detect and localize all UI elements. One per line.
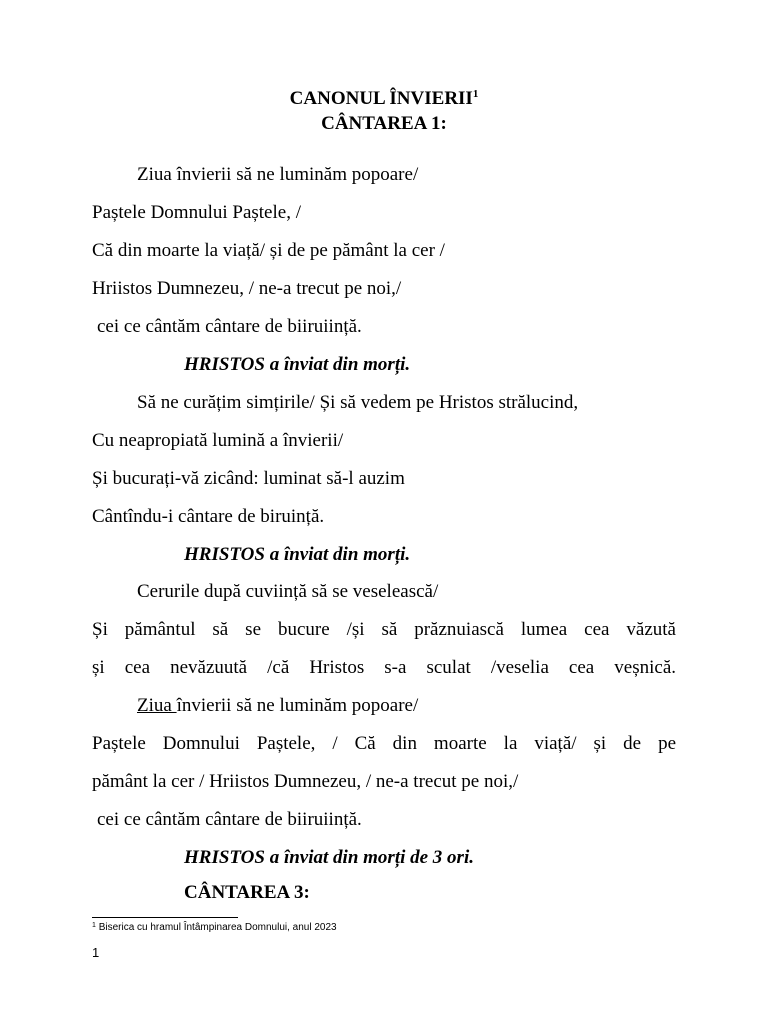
verse-line: și cea nevăzuută /că Hristos s-a sculat /veselia cea veșnică.: [92, 657, 676, 678]
verse-line: Să ne curățim simțirile/ Și să vedem pe Hristos strălucind,: [137, 392, 579, 413]
verse-line: Și pământul să se bucure /și să prăznuiască lumea cea văzută: [92, 619, 676, 640]
verse-line: cei ce cântăm cântare de biiruiință.: [97, 316, 362, 337]
underlined-word: Ziua: [137, 695, 177, 716]
page-number: 1: [92, 945, 100, 960]
footnote-reference[interactable]: 1: [472, 88, 479, 100]
verse-line: Paștele Domnului Paștele, /: [92, 202, 301, 223]
refrain-line: HRISTOS a înviat din morți.: [184, 354, 411, 375]
refrain-line: HRISTOS a înviat din morți de 3 ori.: [184, 847, 474, 868]
footnote-separator: [92, 917, 238, 918]
verse-line: Cerurile după cuviință să se veselească/: [137, 581, 439, 602]
verse-line: Hriistos Dumnezeu, / ne-a trecut pe noi,/: [92, 278, 402, 299]
footnote: [92, 922, 337, 933]
footnote-text: Biserica cu hramul Întâmpinarea Domnului, anul 2023: [98, 922, 337, 933]
document-title: [0, 88, 768, 110]
verse-line: Paștele Domnului Paștele, / Că din moarte la viață/ și de pe: [92, 733, 676, 754]
section-heading-1: CÂNTAREA 1:: [321, 113, 447, 134]
verse-line-rest: învierii să ne luminăm popoare/: [176, 695, 419, 716]
verse-line: pământ la cer / Hriistos Dumnezeu, / ne-a trecut pe noi,/: [92, 771, 519, 792]
verse-line: cei ce cântăm cântare de biiruiință.: [97, 809, 362, 830]
verse-line: Cântîndu-i cântare de biruință.: [92, 506, 325, 527]
refrain-line: HRISTOS a înviat din morți.: [184, 544, 411, 565]
footnote-marker: 1: [92, 922, 96, 929]
verse-line: Ziua învierii să ne luminăm popoare/: [137, 164, 419, 185]
verse-line: Și bucurați-vă zicând: luminat să-l auzim: [92, 468, 405, 489]
verse-line: [137, 694, 418, 718]
verse-line: Cu neapropiată lumină a învierii/: [92, 430, 344, 451]
section-heading-3: CÂNTAREA 3:: [184, 882, 310, 903]
verse-line: Că din moarte la viață/ și de pe pământ la cer /: [92, 240, 445, 261]
title-text: CANONUL ÎNVIERII: [289, 88, 473, 109]
